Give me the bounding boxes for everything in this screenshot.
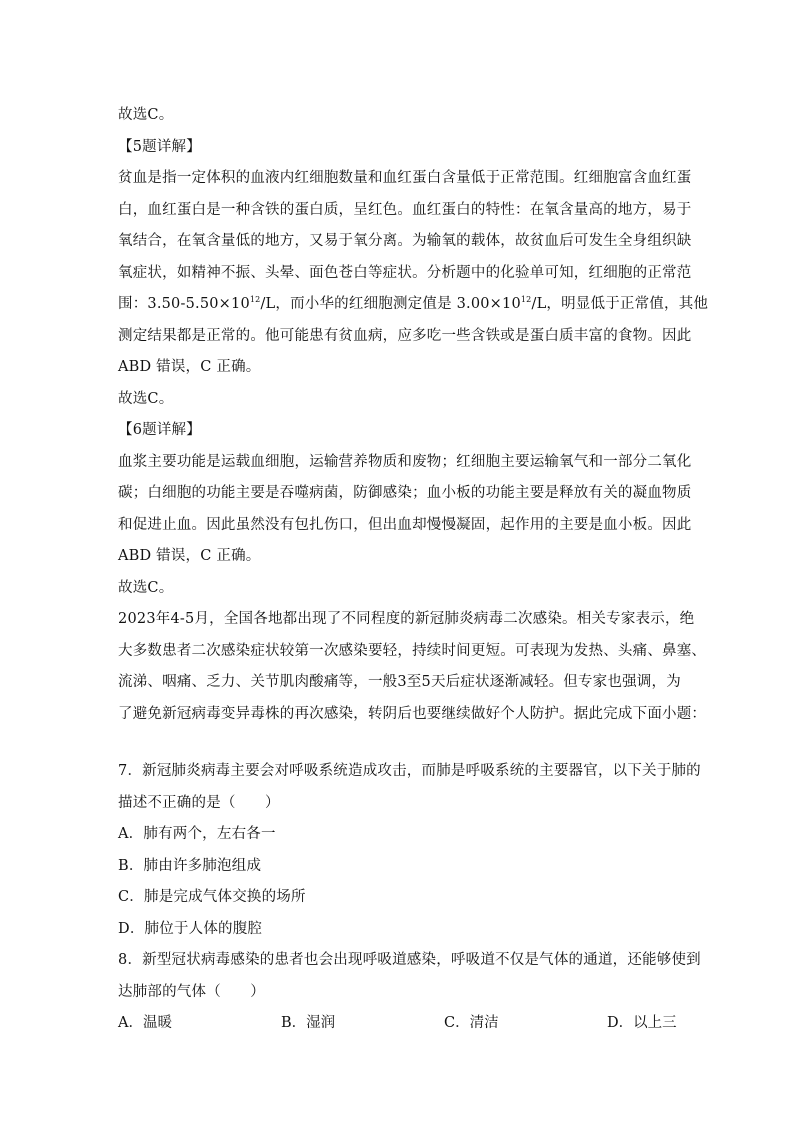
q8-stem-1: 8 ． 新 型 冠 状 病 毒 感 染 的 患 者 也 会 出 现 呼 吸 道 感 染 ， 呼 吸 道 不 仅 是 气 体 的 通 道 ， 还 能 够 使 到 bbox=[118, 952, 701, 968]
q8-option-b: B．湿润 bbox=[281, 1015, 336, 1031]
q5-line-6: 测 定 结 果 都 是 正 常 的 。 他 可 能 患 有 贫 血 病 ， 应 多 吃 一 些 含 铁 或 是 蛋 白 质 丰 富 的 食 物 。 因 此 bbox=[118, 327, 692, 344]
q8-option-d: D．以上三 bbox=[607, 1015, 677, 1031]
q7-option-c: C．肺是完成气体交换的场所 bbox=[118, 889, 306, 905]
q8-option-a: A．温暖 bbox=[118, 1015, 172, 1031]
q8-option-c: C．清洁 bbox=[444, 1015, 499, 1031]
q5-range-exp-2: 12 bbox=[520, 295, 532, 304]
intro-line-4: 了 避 免 新 冠 病 毒 变 异 毒 株 的 再 次 感 染 ， 转 阴 后 也 要 继 续 做 好 个 人 防 护 。 据 此 完 成 下 面 小 题 ： bbox=[118, 705, 707, 722]
q5-heading: 【5题详解】 bbox=[118, 138, 201, 155]
q6-heading: 【6题详解】 bbox=[118, 422, 201, 438]
q5-range-suffix: /L，明显低于正常值，其他 bbox=[531, 296, 709, 312]
q5-line-4: 氧 症 状 ， 如 精 神 不 振 、 头 晕 、 面 色 苍 白 等 症 状 。 分 析 题 中 的 化 验 单 可 知 ， 红 细 胞 的 正 常 范 bbox=[118, 264, 692, 281]
q8-stem-2: 达肺部的气体（ ） bbox=[118, 983, 265, 1000]
q6-line-3: 和 促 进 止 血 。 因 此 虽 然 没 有 包 扎 伤 口 ， 但 出 血 却 慢 慢 凝 固 ， 起 作 用 的 主 要 是 血 小 板 。 因 此 bbox=[118, 516, 692, 533]
q5-range-prefix: 围：3.50-5.50×10 bbox=[118, 296, 250, 312]
q6-line-2: 碳 ； 白 细 胞 的 功 能 主 要 是 吞 噬 病 菌 ， 防 御 感 染 ； 血 小 板 的 功 能 主 要 是 释 放 有 关 的 凝 血 物 质 bbox=[118, 485, 692, 501]
q5-line-2: 白 ， 血 红 蛋 白 是 一 种 含 铁 的 蛋 白 质 ， 呈 红 色 。 血 红 蛋 白 的 特 性 ： 在 氧 含 量 高 的 地 方 ， 易 于 bbox=[118, 201, 692, 218]
prev-answer: 故选C。 bbox=[118, 107, 174, 123]
intro-line-2: 大 多 数 患 者 二 次 感 染 症 状 较 第 一 次 感 染 要 轻 ， 持 续 时 间 更 短 。 可 表 现 为 发 热 、 头 痛 、 鼻 塞 、 bbox=[118, 642, 707, 659]
intro-line-3: 流 涕 、 咽 痛 、 乏 力 、 关 节 肌 肉 酸 痛 等 ， 一 般 3 至 5 天 后 症 状 逐 渐 减 轻 。 但 专 家 也 强 调 ， 为 bbox=[118, 674, 681, 690]
q5-range-mid: /L，而小华的红细胞测定值是 3.00×10 bbox=[260, 296, 521, 312]
q6-line-1: 血 浆 主 要 功 能 是 运 载 血 细 胞 ， 运 输 营 养 物 质 和 废 物 ； 红 细 胞 主 要 运 输 氧 气 和 一 部 分 二 氧 化 bbox=[118, 453, 692, 470]
q7-stem-1: 7 ． 新 冠 肺 炎 病 毒 主 要 会 对 呼 吸 系 统 造 成 攻 击 ， 而 肺 是 呼 吸 系 统 的 主 要 器 官 ， 以 下 关 于 肺 的 bbox=[118, 763, 701, 779]
q8-options bbox=[118, 1008, 678, 1040]
q5-line-1: 贫 血 是 指 一 定 体 积 的 血 液 内 红 细 胞 数 量 和 血 红 蛋 白 含 量 低 于 正 常 范 围 。 红 细 胞 富 含 血 红 蛋 bbox=[118, 170, 692, 186]
q7-option-d: D．肺位于人体的腹腔 bbox=[118, 920, 263, 937]
q7-option-b: B．肺由许多肺泡组成 bbox=[118, 857, 262, 874]
q6-line-4: ABD 错误，C 正确。 bbox=[118, 548, 261, 564]
q5-line-7: ABD 错误，C 正确。 bbox=[118, 359, 261, 375]
q6-answer: 故选C。 bbox=[118, 579, 174, 596]
q5-answer: 故选C。 bbox=[118, 390, 174, 407]
spacer bbox=[118, 730, 678, 756]
document-page bbox=[118, 100, 709, 1040]
q7-stem-2: 描述不正确的是（ ） bbox=[118, 794, 280, 811]
q5-range-exp-1: 12 bbox=[249, 295, 261, 304]
q7-option-a: A．肺有两个，左右各一 bbox=[118, 826, 276, 842]
q5-range-line bbox=[118, 289, 709, 321]
intro-line-1: 2 0 2 3 年 4 - 5 月 ， 全 国 各 地 都 出 现 了 不 同 程 度 的 新 冠 肺 炎 病 毒 二 次 感 染 。 相 关 专 家 表 示 ， 绝 bbox=[118, 611, 695, 627]
q5-line-3: 氧 结 合 ， 在 氧 含 量 低 的 地 方 ， 又 易 于 氧 分 离 。 为 输 氧 的 载 体 ， 故 贫 血 后 可 发 生 全 身 组 织 缺 bbox=[118, 233, 692, 249]
